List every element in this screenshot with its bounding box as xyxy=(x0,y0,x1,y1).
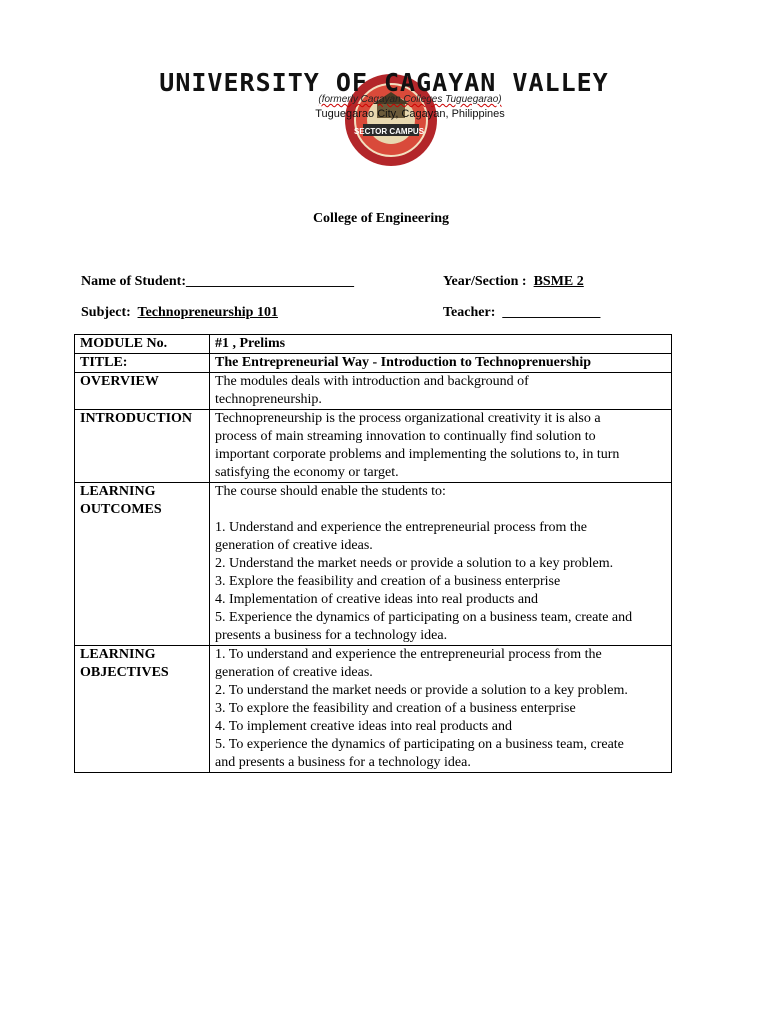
university-name: UNIVERSITY OF CAGAYAN VALLEY xyxy=(159,68,609,97)
student-name-label: Name of Student: xyxy=(81,274,186,289)
module-row-line: #1 , Prelims xyxy=(215,336,286,351)
module-row-line: The Entrepreneurial Way - Introduction to Technoprenuership xyxy=(215,355,591,370)
module-row-line: 2. To understand the market needs or provide a solution to a key problem. xyxy=(215,683,628,698)
university-header xyxy=(0,62,768,172)
module-row-content xyxy=(210,646,672,773)
module-row-label: OVERVIEW xyxy=(75,373,210,410)
module-row-label: MODULE No. xyxy=(75,335,210,354)
college-name: College of Engineering xyxy=(312,211,450,226)
module-row-line: process of main streaming innovation to continually find solution to xyxy=(215,429,596,444)
module-row-line: The modules deals with introduction and background of xyxy=(215,374,529,389)
module-row-line: and presents a business for a technology idea. xyxy=(215,755,471,770)
module-row-line: important corporate problems and implementing the solutions to, in turn xyxy=(215,447,620,462)
module-row-line: 5. Experience the dynamics of participating on a business team, create and xyxy=(215,610,633,625)
module-row-label: LEARNING OUTCOMES xyxy=(75,483,210,646)
module-row xyxy=(75,483,672,646)
module-row-line: The course should enable the students to: xyxy=(215,484,446,499)
module-row-line: generation of creative ideas. xyxy=(215,538,373,553)
module-row-line: 3. To explore the feasibility and creation of a business enterprise xyxy=(215,701,576,716)
module-table xyxy=(74,334,672,773)
module-row-line: Technopreneurship is the process organizational creativity it is also a xyxy=(215,411,601,426)
module-row-line: 5. To experience the dynamics of participating on a business team, create xyxy=(215,737,624,752)
subject-value: Technopreneurship 101 xyxy=(137,305,278,320)
seal-campus-label: SECTOR CAMPUS xyxy=(353,127,425,136)
subject-field xyxy=(81,305,278,321)
module-row xyxy=(75,335,672,354)
module-row-line: 2. Understand the market needs or provide a solution to a key problem. xyxy=(215,556,614,571)
module-row-label: LEARNING OBJECTIVES xyxy=(75,646,210,773)
module-row xyxy=(75,373,672,410)
year-section-label: Year/Section : xyxy=(443,274,527,289)
module-row xyxy=(75,646,672,773)
student-name-blank: ________________________ xyxy=(186,274,354,289)
module-row-line: presents a business for a technology idea. xyxy=(215,628,448,643)
module-row-line: 3. Explore the feasibility and creation of a business enterprise xyxy=(215,574,561,589)
module-row xyxy=(75,410,672,483)
module-row-content xyxy=(210,335,672,354)
module-row-line xyxy=(215,501,666,519)
teacher-blank: ______________ xyxy=(502,305,601,320)
module-row xyxy=(75,354,672,373)
module-row-content xyxy=(210,410,672,483)
module-row-line: 1. Understand and experience the entrepreneurial process from the xyxy=(215,520,588,535)
university-former-name: (formerly Cagayan Colleges Tuguegarao) xyxy=(318,94,502,105)
module-row-label: INTRODUCTION xyxy=(75,410,210,483)
module-row-content xyxy=(210,373,672,410)
module-row-line: 4. To implement creative ideas into real products and xyxy=(215,719,512,734)
module-row-line: satisfying the economy or target. xyxy=(215,465,399,480)
subject-label: Subject: xyxy=(81,305,131,320)
teacher-field xyxy=(443,305,600,321)
module-row-line: technopreneurship. xyxy=(215,392,322,407)
year-section-field xyxy=(443,274,584,290)
module-row-line: generation of creative ideas. xyxy=(215,665,373,680)
module-row-content xyxy=(210,354,672,373)
university-location: Tuguegarao City, Cagayan, Philippines xyxy=(315,108,505,120)
module-row-line: 4. Implementation of creative ideas into real products and xyxy=(215,592,539,607)
teacher-label: Teacher: xyxy=(443,305,496,320)
student-name-field xyxy=(81,274,354,290)
module-row-content xyxy=(210,483,672,646)
year-section-value: BSME 2 xyxy=(533,274,584,289)
module-row-label: TITLE: xyxy=(75,354,210,373)
module-row-line: 1. To understand and experience the entrepreneurial process from the xyxy=(215,647,602,662)
